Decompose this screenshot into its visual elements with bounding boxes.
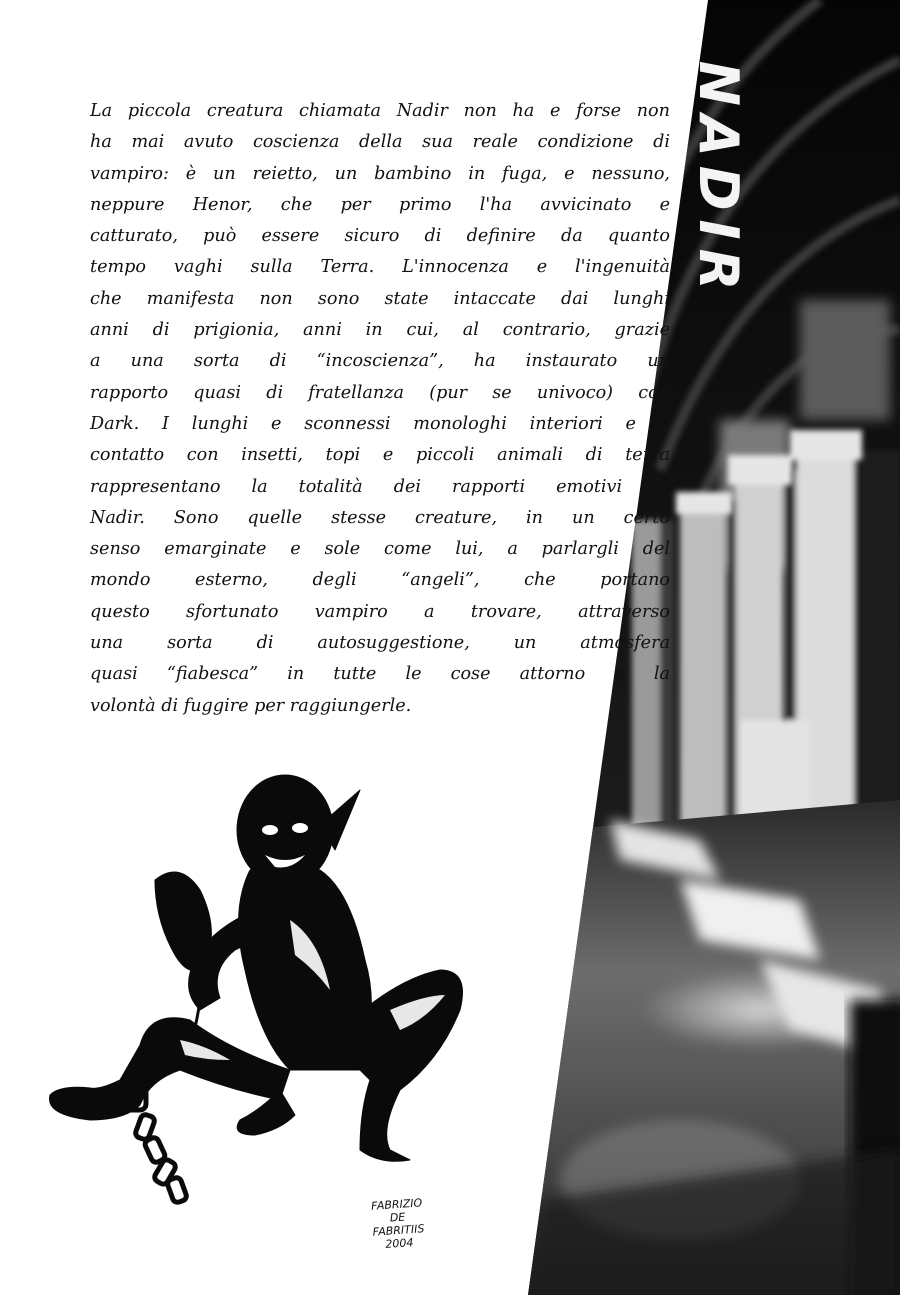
body-line: rappresentano la totalità dei rapporti emotivi di: [90, 476, 670, 497]
chapter-title: NADIR: [687, 60, 750, 300]
signature-line: 2004: [384, 1235, 414, 1251]
body-line: a una sorta di “incoscienza”, ha instaurato un: [90, 351, 670, 372]
body-line: La piccola creatura chiamata Nadir non ha e forse non: [90, 101, 670, 121]
body-text: [90, 96, 670, 722]
body-line: volontà di fuggire per raggiungerle.: [90, 695, 412, 716]
signature-line: FABRITIIS: [372, 1222, 425, 1239]
nadir-illustration: [30, 770, 500, 1210]
body-line: ha mai avuto coscienza della sua reale condizione di: [90, 132, 670, 153]
body-line: rapporto quasi di fratellanza (pur se univoco) con: [90, 382, 670, 403]
body-line: senso emarginate e sole come lui, a parlargli del: [90, 539, 670, 560]
body-line: contatto con insetti, topi e piccoli animali di terra: [90, 445, 670, 466]
body-line: catturato, può essere sicuro di definire da quanto: [90, 226, 670, 247]
body-line: neppure Henor, che per primo l'ha avvicinato e: [90, 194, 670, 215]
artist-signature: [356, 1195, 439, 1252]
body-line: che manifesta non sono state intaccate dai lunghi: [90, 288, 670, 309]
body-line: mondo esterno, degli “angeli”, che portano: [90, 570, 670, 591]
body-line: una sorta di autosuggestione, un atmosfera: [90, 633, 670, 654]
body-line: Dark. I lunghi e sconnessi monologhi interiori e il: [90, 413, 670, 434]
body-line: questo sfortunato vampiro a trovare, attraverso: [90, 601, 670, 622]
signature-line: FABRIZIO: [370, 1196, 423, 1213]
body-line: anni di prigionia, anni in cui, al contrario, grazie: [90, 320, 670, 341]
signature-line: DE: [389, 1210, 406, 1225]
body-line: Nadir. Sono quelle stesse creature, in un certo: [90, 507, 670, 528]
body-line: tempo vaghi sulla Terra. L'innocenza e l'ingenuità: [90, 257, 670, 278]
body-line: quasi “fiabesca” in tutte le cose attorno e la: [90, 664, 670, 685]
body-line: vampiro: è un reietto, un bambino in fuga, e nessuno,: [90, 163, 670, 184]
